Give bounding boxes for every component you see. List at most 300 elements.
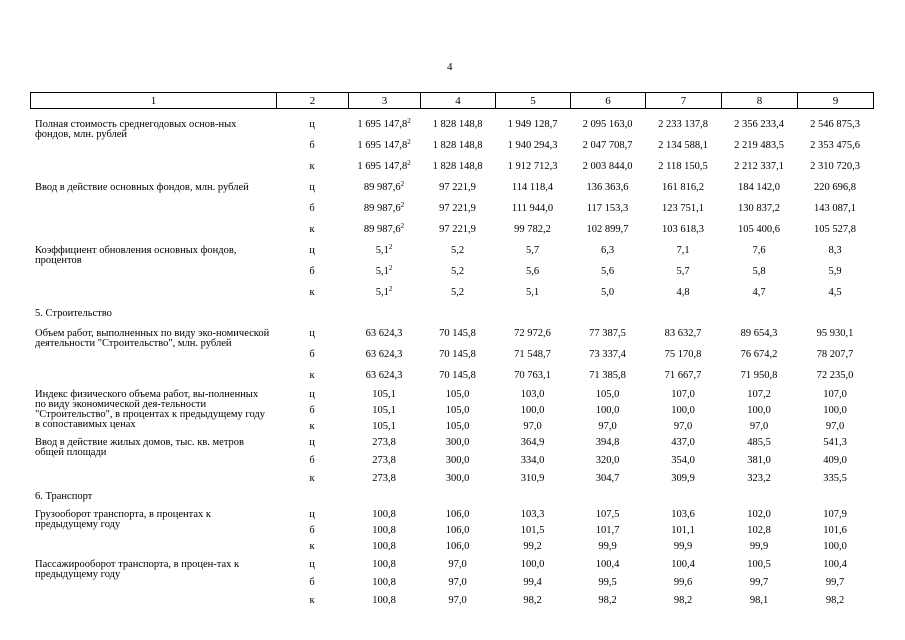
value-text: 106,0 (445, 525, 470, 536)
footnote-marker: 2 (400, 180, 405, 188)
table-row (30, 120, 873, 141)
value-cell (721, 390, 797, 406)
value-text: 105,1 (372, 405, 396, 416)
value-cell (797, 183, 873, 204)
value-text: 161 816,2 (662, 182, 704, 193)
value-cell (570, 596, 645, 614)
value-cell (570, 183, 645, 204)
table-row (30, 560, 873, 578)
value-text: 5,2 (450, 266, 465, 277)
value-cell (570, 390, 645, 406)
scenario-code: к (309, 473, 315, 484)
value-cell (797, 422, 873, 438)
value-cell (721, 225, 797, 246)
value-cell (348, 390, 420, 406)
value-cell (721, 438, 797, 456)
value-cell (645, 596, 721, 614)
value-cell (570, 204, 645, 225)
value-text: 75 170,8 (664, 349, 702, 360)
value-text: 100,8 (372, 509, 396, 520)
section-heading: 5. Строительство (35, 308, 112, 319)
value-text: 72 235,0 (816, 370, 854, 381)
value-cell (495, 596, 570, 614)
value-cell (420, 510, 495, 526)
value-cell (721, 183, 797, 204)
value-text: 70 763,1 (514, 370, 551, 381)
value-text: 409,0 (823, 455, 847, 466)
value-text: 273,8 (372, 437, 396, 448)
value-cell (495, 162, 570, 183)
value-text: 99,2 (523, 541, 542, 552)
value-text: 102,0 (747, 509, 771, 520)
value-text: 541,3 (823, 437, 847, 448)
value-cell (797, 510, 873, 526)
value-cell (420, 162, 495, 183)
value-text: 1 828 148,8 (432, 140, 483, 151)
value-text: 114 118,4 (511, 182, 554, 193)
value-text: 97 221,9 (439, 182, 476, 193)
value-cell (797, 406, 873, 422)
value-text: 99 782,2 (514, 224, 551, 235)
value-text: 309,9 (671, 473, 695, 484)
value-text: 101,1 (671, 525, 695, 536)
value-cell (495, 438, 570, 456)
value-cell (645, 183, 721, 204)
section-heading: 6. Транспорт (35, 491, 93, 502)
indicator-label: Ввод в действие жилых домов, тыс. кв. метров общей площади (35, 437, 245, 458)
value-cell (495, 371, 570, 390)
section-row (30, 492, 873, 510)
scenario-code: ц (309, 509, 315, 520)
value-text: 320,0 (595, 455, 620, 466)
indicator-label: Пассажирооборот транспорта, в процен-тах к предыдущему году (35, 559, 240, 580)
value-cell (721, 526, 797, 542)
value-text: 63 624,3 (365, 328, 403, 339)
value-text: 89 987,6 (363, 182, 401, 193)
value-cell (645, 329, 721, 350)
value-cell (721, 422, 797, 438)
value-cell (645, 246, 721, 267)
scenario-code: к (309, 541, 315, 552)
value-text: 300,0 (445, 473, 470, 484)
value-text: 100,8 (372, 595, 396, 606)
value-text: 102,8 (747, 525, 771, 536)
scenario-code: к (309, 224, 315, 235)
value-cell (420, 288, 495, 309)
value-text: 4,7 (752, 287, 766, 298)
value-text: 107,5 (595, 509, 620, 520)
value-cell (645, 560, 721, 578)
value-text: 4,5 (828, 287, 842, 298)
indicator-label: Коэффициент обновления основных фондов, процентов (35, 245, 237, 266)
value-text: 5,0 (600, 287, 615, 298)
scenario-code: к (309, 287, 315, 298)
value-cell (348, 159, 420, 183)
value-cell (420, 422, 495, 438)
value-text: 1 912 712,3 (507, 161, 558, 172)
value-cell (570, 120, 645, 141)
value-text: 71 385,8 (589, 370, 626, 381)
value-text: 100,4 (823, 559, 847, 570)
value-cell (721, 560, 797, 578)
footnote-marker: 2 (400, 201, 405, 209)
value-cell (348, 560, 420, 578)
value-cell (797, 456, 873, 474)
value-cell (420, 204, 495, 225)
column-number-header (30, 92, 874, 109)
value-text: 76 674,2 (740, 349, 778, 360)
footnote-marker: 2 (388, 243, 393, 251)
value-cell (495, 406, 570, 422)
value-text: 107,0 (671, 389, 695, 400)
value-cell (721, 350, 797, 371)
scenario-code: б (309, 525, 315, 536)
value-text: 101,6 (823, 525, 847, 536)
value-text: 97,0 (749, 421, 769, 432)
value-text: 5,7 (676, 266, 690, 277)
value-cell (645, 406, 721, 422)
value-text: 100,0 (595, 405, 620, 416)
value-cell (495, 560, 570, 578)
value-text: 2 003 844,0 (582, 161, 633, 172)
value-cell (570, 578, 645, 596)
scenario-code: б (309, 349, 315, 360)
value-cell (348, 422, 420, 438)
value-text: 2 356 233,4 (734, 119, 784, 130)
value-cell (645, 438, 721, 456)
scenario-code: ц (309, 182, 315, 193)
value-text: 100,5 (747, 559, 771, 570)
value-cell (797, 560, 873, 578)
value-text: 485,5 (747, 437, 771, 448)
value-cell (797, 288, 873, 309)
value-text: 105,0 (595, 389, 620, 400)
value-cell (570, 371, 645, 390)
value-text: 106,0 (445, 541, 470, 552)
value-text: 89 654,3 (740, 328, 778, 339)
value-text: 98,2 (598, 595, 617, 606)
value-cell (348, 243, 420, 267)
value-text: 102 899,7 (586, 224, 629, 235)
value-text: 97,0 (598, 421, 617, 432)
value-cell (645, 267, 721, 288)
value-text: 364,9 (520, 437, 545, 448)
value-text: 89 987,6 (363, 203, 401, 214)
value-text: 300,0 (445, 455, 470, 466)
value-text: 97,0 (825, 421, 845, 432)
value-text: 220 696,8 (814, 182, 856, 193)
value-text: 105,0 (445, 389, 470, 400)
value-text: 97,0 (523, 421, 542, 432)
value-text: 2 095 163,0 (582, 119, 633, 130)
value-text: 100,0 (823, 541, 847, 552)
scenario-code: б (309, 455, 315, 466)
value-cell (570, 350, 645, 371)
scenario-code: ц (309, 119, 315, 130)
value-cell (420, 267, 495, 288)
value-text: 5,6 (525, 266, 540, 277)
value-cell (495, 288, 570, 309)
value-cell (721, 596, 797, 614)
value-cell (348, 201, 420, 225)
header-col-1: 1 (31, 93, 277, 109)
value-cell (570, 474, 645, 492)
table-row (30, 438, 873, 456)
value-text: 1 695 147,8 (357, 140, 408, 151)
value-text: 105,0 (445, 421, 470, 432)
scenario-code: б (309, 405, 315, 416)
indicators-table (30, 112, 873, 614)
value-text: 98,2 (825, 595, 845, 606)
value-cell (645, 526, 721, 542)
value-text: 97,0 (673, 421, 693, 432)
scenario-code: к (309, 370, 315, 381)
value-text: 123 751,1 (662, 203, 704, 214)
value-text: 5,9 (828, 266, 842, 277)
value-text: 100,0 (823, 405, 847, 416)
value-text: 103,6 (671, 509, 695, 520)
value-text: 99,9 (673, 541, 693, 552)
value-cell (797, 225, 873, 246)
value-cell (645, 422, 721, 438)
value-text: 105,1 (372, 421, 396, 432)
value-text: 101,5 (520, 525, 545, 536)
value-text: 100,0 (747, 405, 771, 416)
value-cell (348, 474, 420, 492)
value-cell (495, 246, 570, 267)
value-cell (495, 474, 570, 492)
value-cell (348, 578, 420, 596)
value-text: 273,8 (372, 473, 396, 484)
value-text: 97 221,9 (439, 203, 476, 214)
value-cell (570, 329, 645, 350)
header-col-4: 4 (421, 93, 496, 109)
value-text: 97,0 (448, 595, 467, 606)
value-text: 97,0 (448, 577, 467, 588)
value-text: 1 695 147,8 (357, 119, 408, 130)
value-cell (348, 596, 420, 614)
value-text: 72 972,6 (514, 328, 551, 339)
value-cell (645, 141, 721, 162)
value-text: 107,9 (823, 509, 847, 520)
value-text: 4,8 (676, 287, 690, 298)
value-cell (420, 526, 495, 542)
header-col-8: 8 (722, 93, 798, 109)
value-cell (570, 141, 645, 162)
value-text: 354,0 (671, 455, 695, 466)
value-cell (348, 371, 420, 390)
value-text: 2 118 150,5 (658, 161, 708, 172)
value-cell (721, 510, 797, 526)
value-text: 100,8 (372, 577, 396, 588)
value-text: 304,7 (595, 473, 620, 484)
value-text: 100,8 (372, 541, 396, 552)
value-cell (570, 526, 645, 542)
value-text: 184 142,0 (738, 182, 780, 193)
value-cell (348, 285, 420, 309)
value-text: 89 987,6 (363, 224, 401, 235)
header-col-9: 9 (798, 93, 874, 109)
value-text: 143 087,1 (814, 203, 856, 214)
value-text: 78 207,7 (816, 349, 854, 360)
indicator-label: Индекс физического объема работ, вы-полненных по виду экономической дея-тельности "Строительство", в процентах к предыдущему году в сопоставимых ценах (35, 389, 265, 430)
page-number: 4 (447, 61, 453, 73)
value-text: 105 400,6 (738, 224, 780, 235)
value-text: 1 828 148,8 (432, 161, 483, 172)
scenario-code: ц (309, 559, 315, 570)
value-cell (721, 542, 797, 560)
value-cell (721, 288, 797, 309)
value-text: 300,0 (445, 437, 470, 448)
value-cell (645, 350, 721, 371)
value-cell (645, 542, 721, 560)
value-text: 2 353 475,6 (810, 140, 860, 151)
value-text: 70 145,8 (439, 370, 476, 381)
value-text: 99,4 (523, 577, 542, 588)
value-cell (645, 204, 721, 225)
value-cell (797, 526, 873, 542)
value-cell (348, 510, 420, 526)
indicator-label: Объем работ, выполненных по виду эко-номической деятельности "Строительство", млн. рублей (35, 328, 270, 349)
table-row (30, 183, 873, 204)
value-cell (570, 510, 645, 526)
value-text: 100,4 (671, 559, 695, 570)
table-row (30, 510, 873, 526)
value-cell (797, 204, 873, 225)
value-cell (570, 542, 645, 560)
scenario-code: к (309, 161, 315, 172)
value-cell (570, 225, 645, 246)
footnote-marker: 2 (400, 222, 405, 230)
value-cell (570, 406, 645, 422)
value-text: 100,8 (372, 525, 396, 536)
value-text: 70 145,8 (439, 328, 476, 339)
table-row (30, 329, 873, 350)
value-cell (797, 329, 873, 350)
value-cell (495, 204, 570, 225)
value-text: 2 212 337,1 (734, 161, 784, 172)
value-cell (645, 578, 721, 596)
value-text: 106,0 (445, 509, 470, 520)
value-text: 437,0 (671, 437, 695, 448)
footnote-marker: 2 (407, 117, 411, 125)
value-cell (348, 456, 420, 474)
scenario-code: ц (309, 328, 315, 339)
value-cell (645, 162, 721, 183)
value-cell (645, 510, 721, 526)
value-text: 5,1 (525, 287, 540, 298)
header-col-3: 3 (349, 93, 421, 109)
value-text: 103,3 (520, 509, 545, 520)
indicator-label: Грузооборот транспорта, в процентах к предыдущему году (35, 509, 211, 530)
scenario-code: ц (309, 245, 315, 256)
value-text: 2 310 720,3 (810, 161, 860, 172)
value-text: 103 618,3 (662, 224, 704, 235)
footnote-marker: 2 (407, 159, 411, 167)
value-cell (721, 474, 797, 492)
value-cell (420, 596, 495, 614)
value-text: 2 233 137,8 (658, 119, 708, 130)
value-cell (645, 120, 721, 141)
value-cell (495, 542, 570, 560)
value-text: 77 387,5 (589, 328, 626, 339)
value-text: 5,2 (450, 245, 465, 256)
value-text: 70 145,8 (439, 349, 476, 360)
value-cell (570, 422, 645, 438)
value-cell (348, 526, 420, 542)
value-text: 83 632,7 (664, 328, 702, 339)
value-cell (645, 225, 721, 246)
indicator-label: Ввод в действие основных фондов, млн. рублей (35, 182, 249, 193)
value-cell (420, 246, 495, 267)
value-cell (495, 456, 570, 474)
value-text: 5,8 (752, 266, 766, 277)
header-col-2: 2 (277, 93, 349, 109)
value-text: 99,9 (598, 541, 617, 552)
value-text: 334,0 (520, 455, 545, 466)
value-cell (348, 264, 420, 288)
value-text: 2 134 588,1 (658, 140, 708, 151)
value-text: 394,8 (595, 437, 620, 448)
value-cell (797, 596, 873, 614)
value-text: 1 695 147,8 (357, 161, 408, 172)
value-cell (420, 371, 495, 390)
value-cell (797, 120, 873, 141)
value-cell (797, 350, 873, 371)
value-text: 5,1 (375, 266, 389, 277)
value-cell (721, 204, 797, 225)
value-text: 63 624,3 (365, 349, 403, 360)
value-cell (645, 474, 721, 492)
scenario-code: б (309, 577, 315, 588)
value-text: 2 219 483,5 (734, 140, 784, 151)
value-cell (721, 578, 797, 596)
value-text: 99,7 (825, 577, 845, 588)
value-cell (797, 267, 873, 288)
value-cell (348, 350, 420, 371)
value-cell (797, 438, 873, 456)
section-row (30, 309, 873, 329)
value-text: 63 624,3 (365, 370, 403, 381)
header-col-6: 6 (571, 93, 646, 109)
value-cell (721, 141, 797, 162)
value-cell (797, 162, 873, 183)
value-text: 273,8 (372, 455, 396, 466)
value-cell (570, 456, 645, 474)
value-text: 130 837,2 (738, 203, 780, 214)
value-cell (570, 438, 645, 456)
value-cell (797, 141, 873, 162)
value-text: 105,1 (372, 389, 396, 400)
value-cell (797, 542, 873, 560)
value-cell (721, 456, 797, 474)
value-cell (348, 329, 420, 350)
footnote-marker: 2 (407, 138, 411, 146)
value-text: 136 363,6 (586, 182, 629, 193)
value-text: 335,5 (823, 473, 847, 484)
value-text: 95 930,1 (816, 328, 854, 339)
value-cell (420, 329, 495, 350)
value-text: 98,2 (523, 595, 542, 606)
value-cell (420, 438, 495, 456)
value-cell (645, 288, 721, 309)
value-cell (420, 474, 495, 492)
value-text: 1 940 294,3 (507, 140, 558, 151)
value-text: 111 944,0 (511, 203, 554, 214)
value-cell (570, 246, 645, 267)
value-cell (348, 438, 420, 456)
header-col-5: 5 (496, 93, 571, 109)
